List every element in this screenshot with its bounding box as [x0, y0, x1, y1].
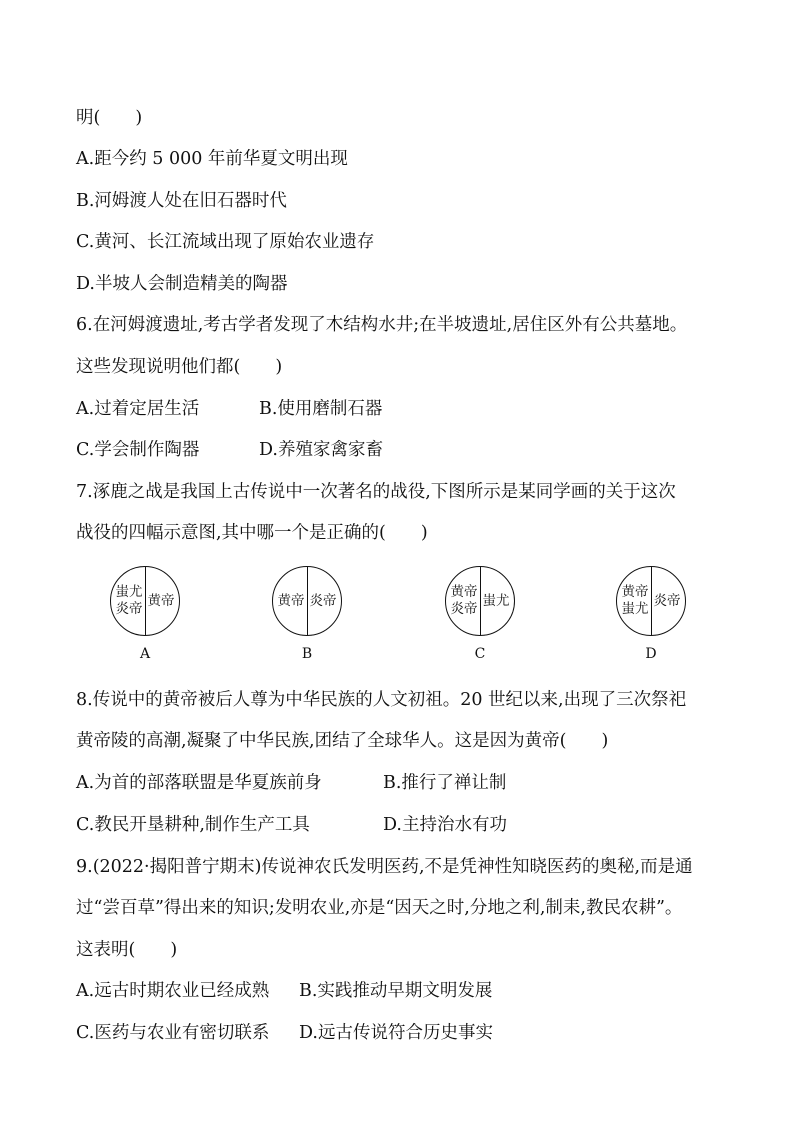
diagram-d-right-1: 炎帝: [653, 592, 681, 609]
q9-stem-line3: 这表明( ): [76, 940, 178, 960]
q6-option-c: C.学会制作陶器: [76, 440, 200, 460]
q9-option-d: D.远古传说符合历史事实: [299, 1023, 493, 1043]
q8-option-a: A.为首的部落联盟是华夏族前身: [76, 773, 322, 793]
q7-diagrams: [0, 566, 794, 666]
diagram-label-d: D: [645, 646, 657, 662]
q8-stem-line2: 黄帝陵的高潮,凝聚了中华民族,团结了全球华人。这是因为黄帝( ): [76, 731, 609, 751]
diagram-c-left-2: 炎帝: [450, 601, 478, 617]
diagram-d-left-1: 黄帝: [621, 584, 649, 600]
diagram-circle-a: [110, 566, 180, 636]
diagram-circle-b: [272, 566, 342, 636]
q9-option-a: A.远古时期农业已经成熟: [76, 981, 270, 1001]
q5-stem-end: 明( ): [76, 108, 143, 128]
diagram-a-left-2: 炎帝: [115, 601, 143, 617]
q8-option-d: D.主持治水有功: [383, 815, 507, 835]
diagram-a-right-1: 黄帝: [147, 592, 175, 609]
q6-option-a: A.过着定居生活: [76, 399, 200, 419]
diagram-a-left-1: 蚩尤: [115, 584, 143, 600]
q8-option-c: C.教民开垦耕种,制作生产工具: [76, 815, 310, 835]
q6-options-row1: [76, 397, 382, 421]
q6-stem-line1: 6.在河姆渡遗址,考古学者发现了木结构水井;在半坡遗址,居住区外有公共墓地。: [76, 315, 688, 335]
q5-option-c: C.黄河、长江流域出现了原始农业遗存: [76, 232, 375, 252]
q9-stem-line1: 9.(2022·揭阳普宁期末)传说神农氏发明医药,不是凭神性知晓医药的奥秘,而是通: [76, 857, 693, 877]
q5-option-d: D.半坡人会制造精美的陶器: [76, 274, 288, 294]
q6-stem-line2: 这些发现说明他们都( ): [76, 357, 283, 377]
diagram-b-right-1: 炎帝: [309, 592, 337, 609]
diagram-label-b: B: [301, 646, 313, 662]
q9-option-b: B.实践推动早期文明发展: [299, 981, 493, 1001]
q8-option-b: B.推行了禅让制: [383, 773, 507, 793]
diagram-label-c: C: [474, 646, 486, 662]
diagram-d-left-2: 蚩尤: [621, 601, 649, 617]
diagram-circle-c: [445, 566, 515, 636]
diagram-b-left-1: 黄帝: [277, 592, 305, 609]
q9-options-row1: [76, 979, 492, 1003]
q5-option-b: B.河姆渡人处在旧石器时代: [76, 191, 287, 211]
q9-options-row2: [76, 1021, 493, 1045]
diagram-c-right-1: 蚩尤: [482, 592, 510, 609]
diagram-label-a: A: [139, 646, 151, 662]
q8-options-row2: [76, 813, 507, 837]
diagram-c-left-1: 黄帝: [450, 584, 478, 600]
q6-options-row2: [76, 438, 383, 462]
q6-option-d: D.养殖家禽家畜: [259, 440, 383, 460]
q5-option-a: A.距今约 5 000 年前华夏文明出现: [76, 149, 348, 169]
q9-stem-line2: 过“尝百草”得出来的知识;发明农业,亦是“因天之时,分地之利,制耒,教民农耕”。: [76, 898, 683, 918]
q7-stem-line2: 战役的四幅示意图,其中哪一个是正确的( ): [76, 523, 428, 543]
q8-options-row1: [76, 771, 506, 795]
q9-option-c: C.医药与农业有密切联系: [76, 1023, 270, 1043]
q6-option-b: B.使用磨制石器: [259, 399, 383, 419]
diagram-circle-d: [616, 566, 686, 636]
q8-stem-line1: 8.传说中的黄帝被后人尊为中华民族的人文初祖。20 世纪以来,出现了三次祭祀: [76, 690, 687, 710]
q7-stem-line1: 7.涿鹿之战是我国上古传说中一次著名的战役,下图所示是某同学画的关于这次: [76, 482, 676, 502]
